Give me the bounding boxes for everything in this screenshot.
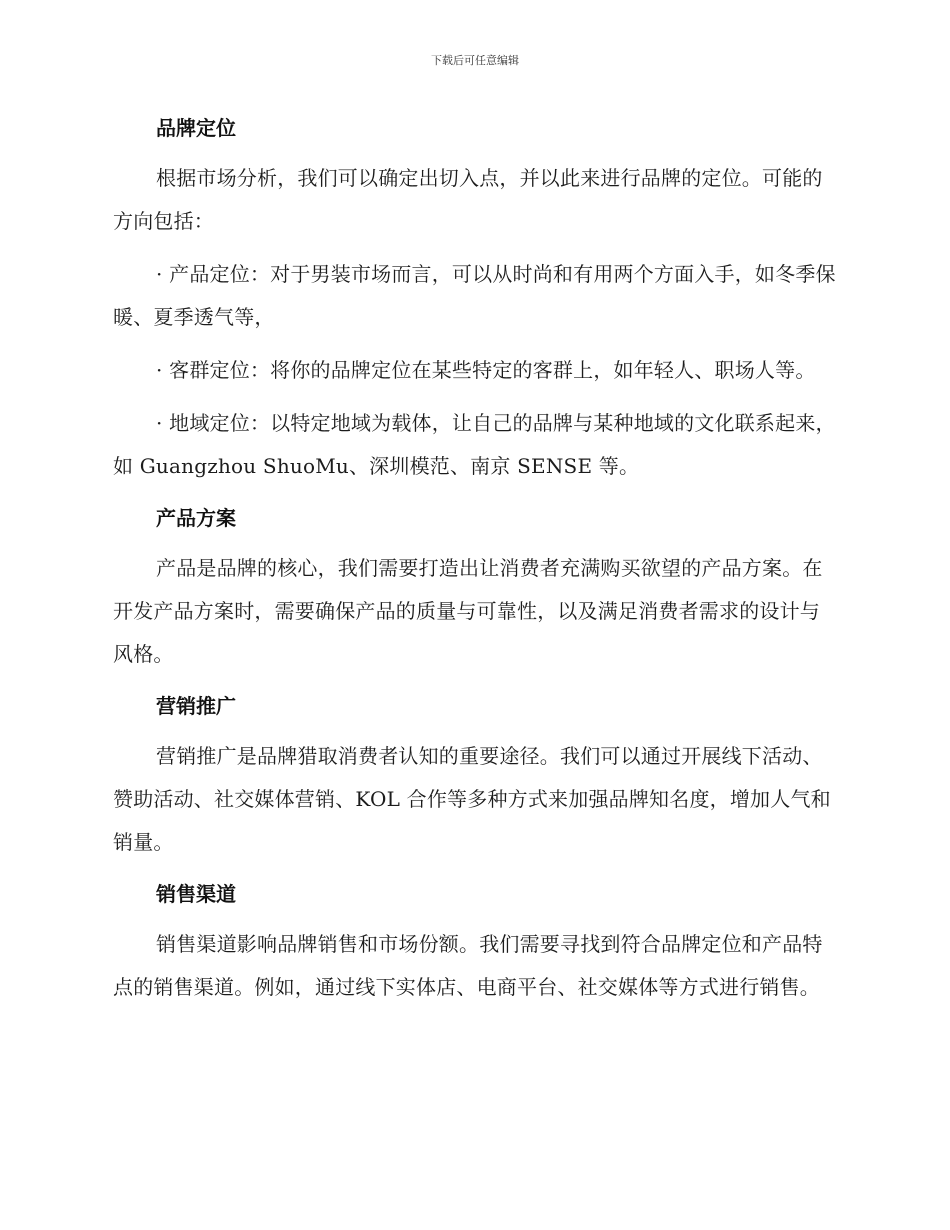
bullet-paragraph: · 客群定位：将你的品牌定位在某些特定的客群上，如年轻人、职场人等。 xyxy=(156,358,816,382)
section-heading-marketing: 营销推广 xyxy=(156,694,236,718)
page-header-note: 下载后可任意编辑 xyxy=(431,54,519,67)
document-body xyxy=(113,108,838,1009)
paragraph: 营销推广是品牌猎取消费者认知的重要途径。我们可以通过开展线下活动、赞助活动、社交媒体营销、KOL 合作等多种方式来加强品牌知名度，增加人气和销量。 xyxy=(113,744,831,854)
paragraph: 产品是品牌的核心，我们需要打造出让消费者充满购买欲望的产品方案。在开发产品方案时，需要确保产品的质量与可靠性，以及满足消费者需求的设计与风格。 xyxy=(113,556,823,666)
bullet-paragraph: · 产品定位：对于男装市场而言，可以从时尚和有用两个方面入手，如冬季保暖、夏季透气等， xyxy=(113,262,836,329)
section-heading-brand-positioning: 品牌定位 xyxy=(156,116,236,140)
section-heading-product-plan: 产品方案 xyxy=(156,506,236,530)
paragraph: 销售渠道影响品牌销售和市场份额。我们需要寻找到符合品牌定位和产品特点的销售渠道。例如，通过线下实体店、电商平台、社交媒体等方式进行销售。 xyxy=(113,932,823,999)
paragraph: 根据市场分析，我们可以确定出切入点，并以此来进行品牌的定位。可能的方向包括： xyxy=(113,166,823,233)
bullet-paragraph: · 地域定位：以特定地域为载体，让自己的品牌与某种地域的文化联系起来，如 Guangzhou ShuoMu、深圳模范、南京 SENSE 等。 xyxy=(113,411,836,478)
section-heading-sales-channels: 销售渠道 xyxy=(156,882,236,906)
